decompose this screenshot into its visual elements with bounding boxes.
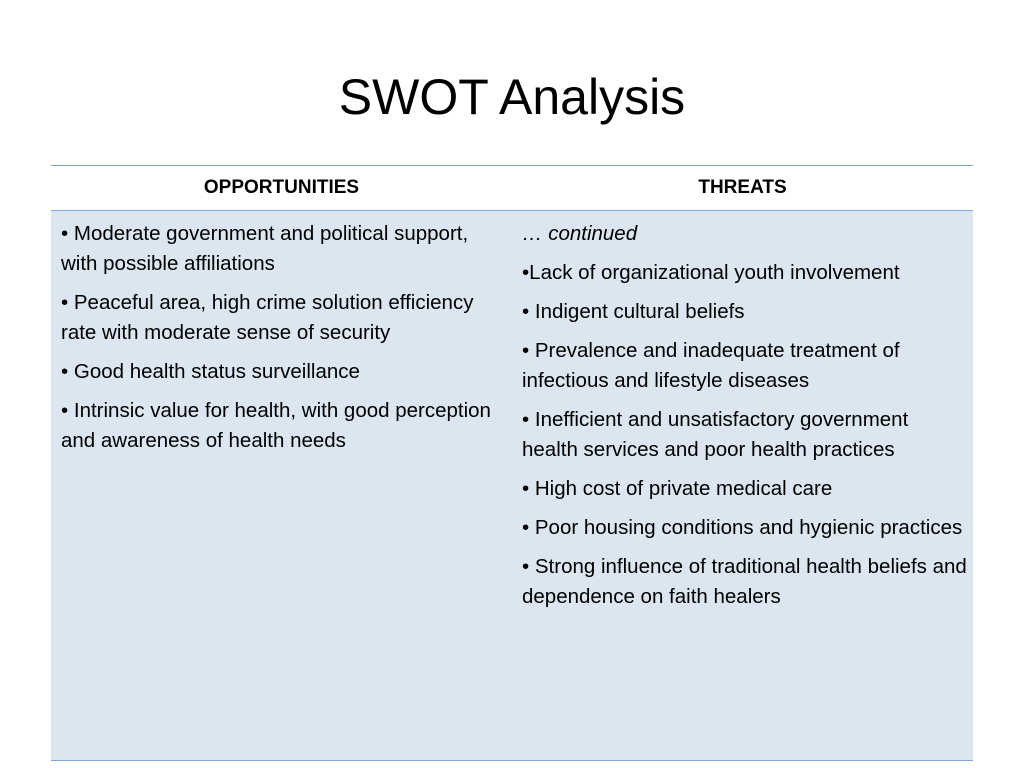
threats-continued-label: … continued xyxy=(522,222,638,245)
opportunity-item: • Intrinsic value for health, with good perception and awareness of health needs xyxy=(61,399,491,452)
threat-item: • Indigent cultural beliefs xyxy=(522,300,745,323)
threat-item: • Poor housing conditions and hygienic practices xyxy=(522,516,963,539)
table-body-row xyxy=(51,211,973,760)
threats-cell xyxy=(522,219,967,621)
table-header-row xyxy=(51,166,973,211)
opportunities-header: OPPORTUNITIES xyxy=(203,177,360,198)
threat-item: • Prevalence and inadequate treatment of infectious and lifestyle diseases xyxy=(522,339,900,392)
opportunity-item: • Moderate government and political support, with possible affiliations xyxy=(61,222,469,275)
opportunities-cell xyxy=(61,219,501,465)
threat-item: • Inefficient and unsatisfactory government health services and poor health practices xyxy=(522,408,909,461)
swot-table xyxy=(51,165,973,761)
threats-header: THREATS xyxy=(698,177,787,198)
opportunity-item: • Peaceful area, high crime solution efficiency rate with moderate sense of security xyxy=(61,291,474,344)
slide-title: SWOT Analysis xyxy=(338,69,686,125)
threat-item: • High cost of private medical care xyxy=(522,477,833,500)
opportunity-item: • Good health status surveillance xyxy=(61,360,360,383)
threat-item: •Lack of organizational youth involvement xyxy=(522,261,900,284)
threat-item: • Strong influence of traditional health beliefs and dependence on faith healers xyxy=(522,555,967,608)
